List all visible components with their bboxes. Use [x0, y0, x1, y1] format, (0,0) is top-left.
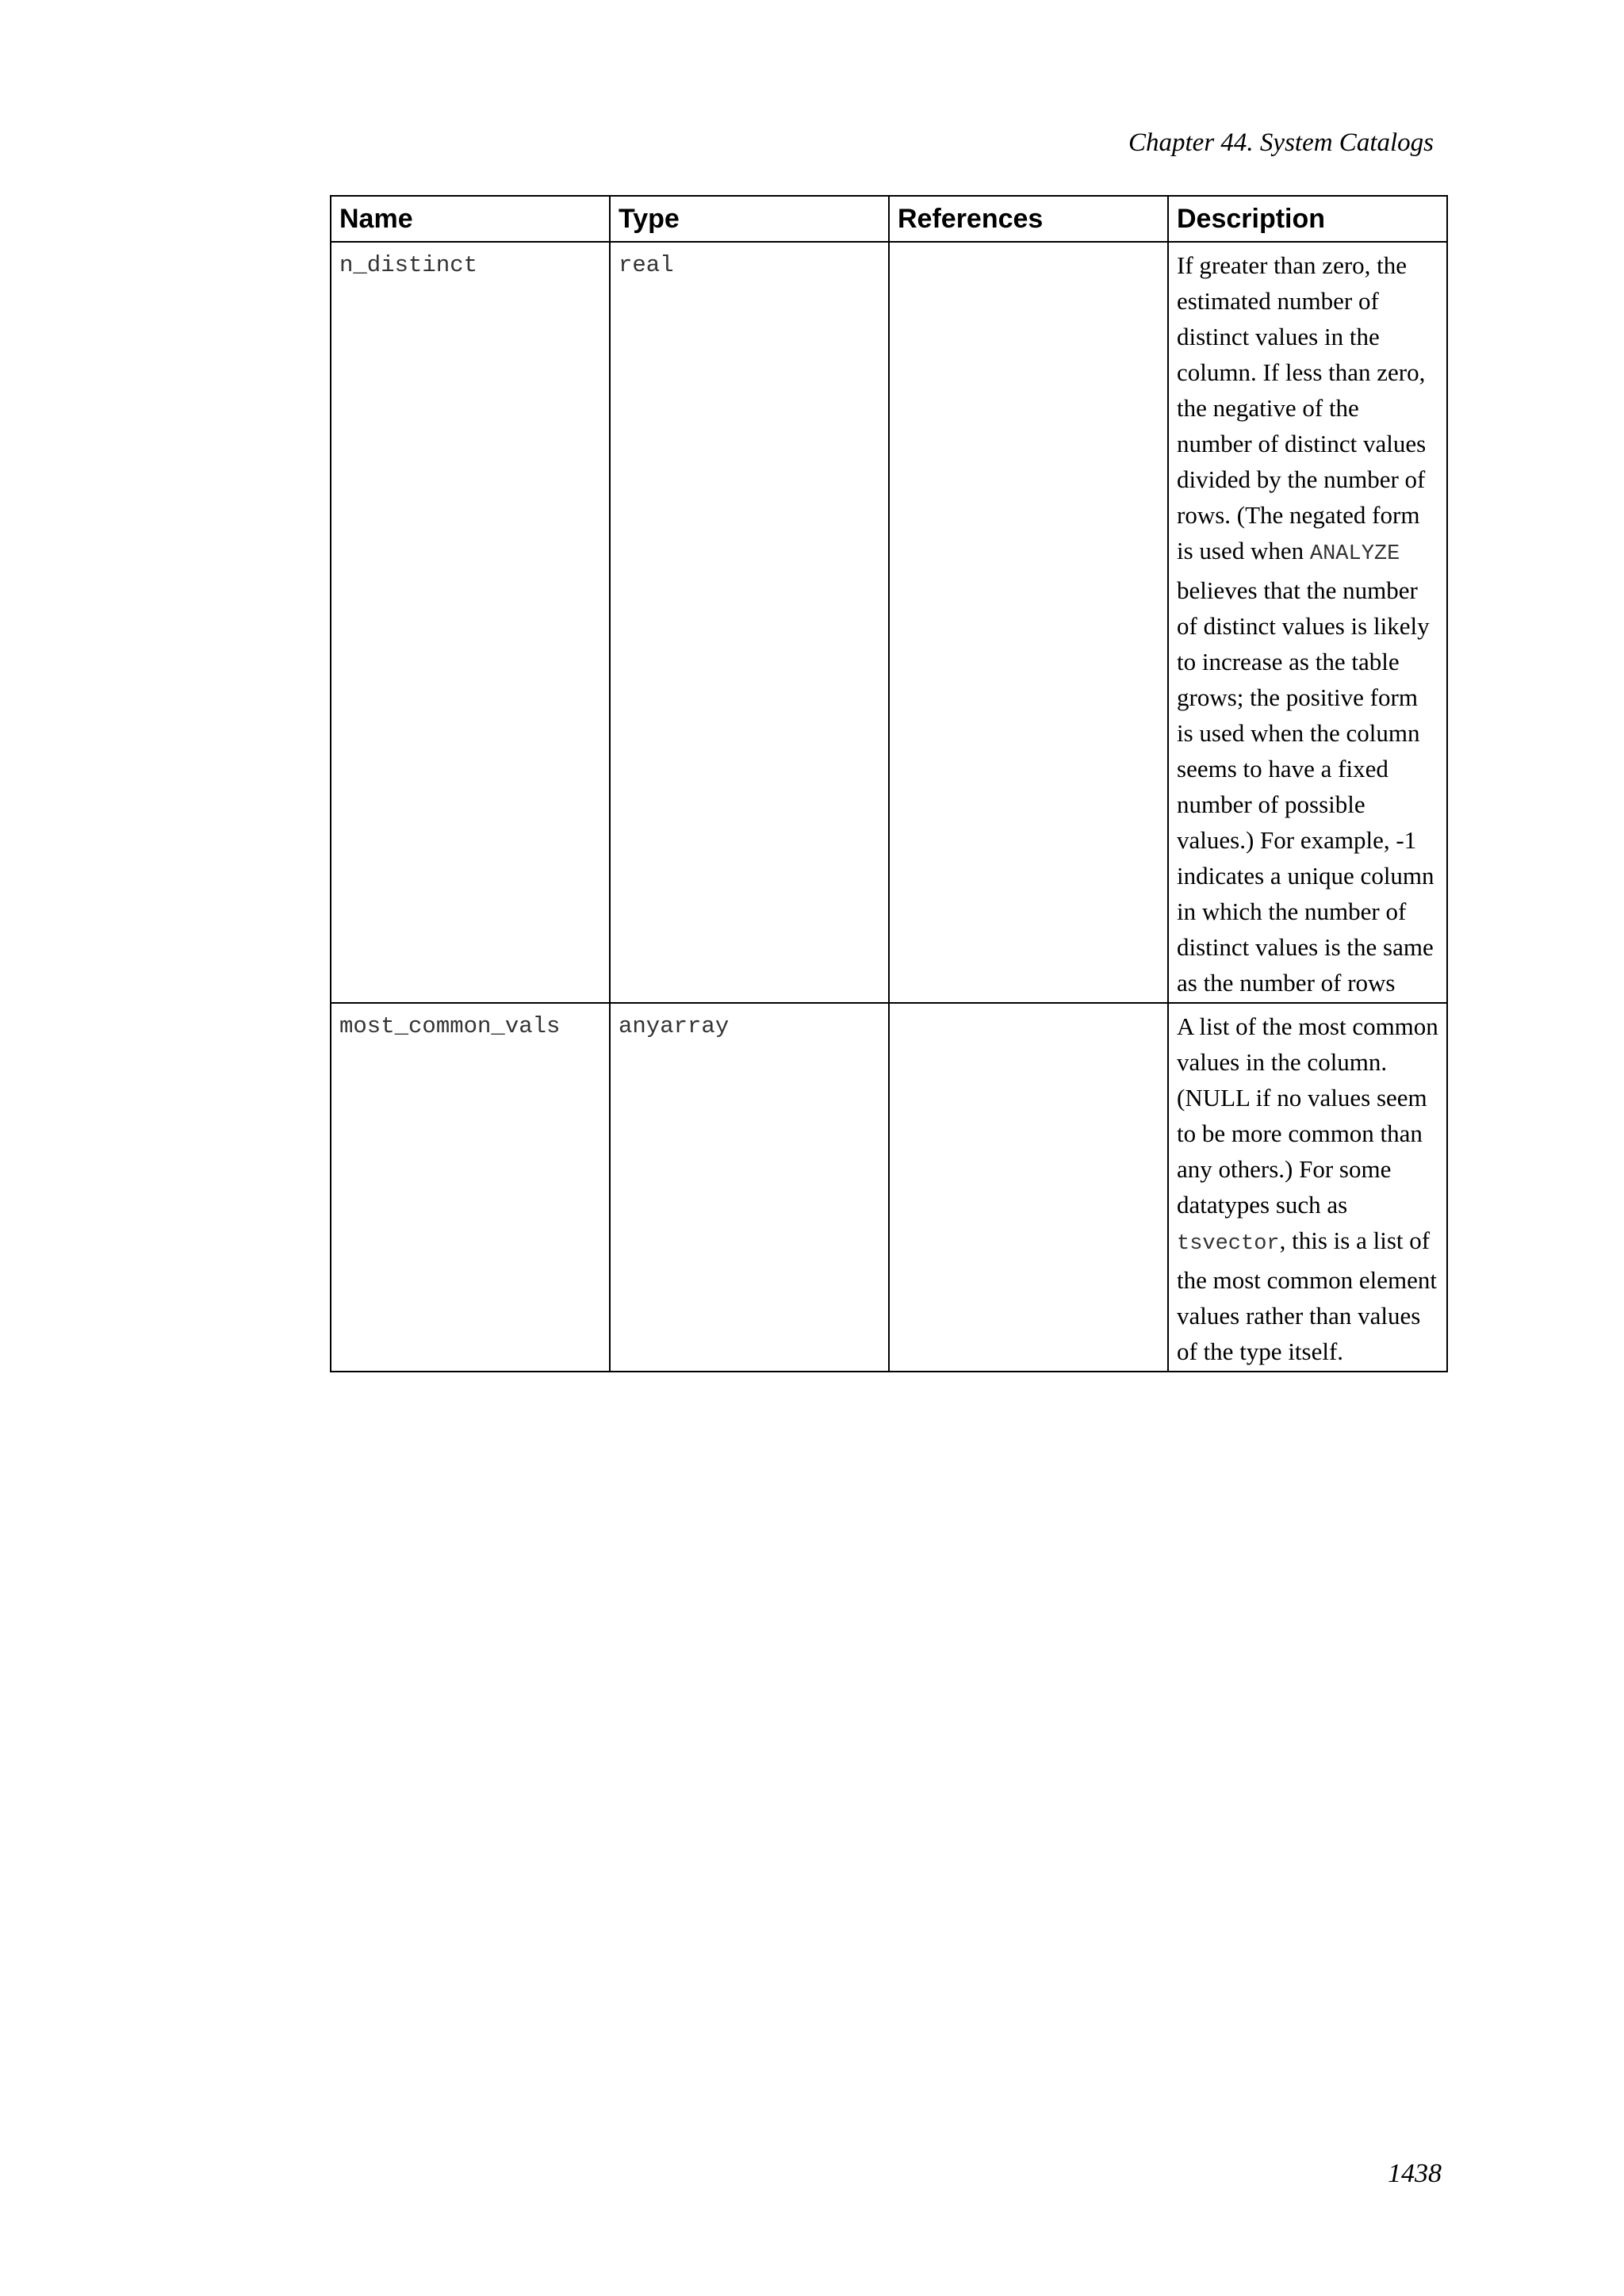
page-number: 1438 [1388, 2159, 1442, 2188]
running-header: Chapter 44. System Catalogs [1128, 128, 1434, 157]
description-text: , this is a list of the most common element values rather than values of the type itself. [1177, 1226, 1438, 1365]
description-code: ANALYZE [1309, 542, 1400, 566]
table-row [331, 1003, 1447, 1372]
cell-type: real [610, 242, 889, 1003]
catalog-columns-table [330, 195, 1448, 1372]
description-code: tsvector [1177, 1232, 1280, 1256]
cell-description [1168, 242, 1447, 1003]
cell-description [1168, 1003, 1447, 1372]
description-text: believes that the number of distinct values is likely to increase as the table grows; the positive form is used when the column seems to have a fixed number of possible values.) For example, -1 indicates a unique column in which the number of distinct values is the same as the number of rows [1177, 576, 1434, 997]
column-header-name: Name [331, 196, 610, 242]
table-row [331, 242, 1447, 1003]
table-header-row [331, 196, 1447, 242]
cell-name: n_distinct [331, 242, 610, 1003]
cell-type: anyarray [610, 1003, 889, 1372]
column-header-type: Type [610, 196, 889, 242]
description-text: If greater than zero, the estimated number of distinct values in the column. If less than zero, the negative of the number of distinct values divided by the number of rows. (The negated form is used when [1177, 251, 1427, 564]
column-header-description: Description [1168, 196, 1447, 242]
cell-references [889, 1003, 1168, 1372]
cell-references [889, 242, 1168, 1003]
description-text: A list of the most common values in the column. (NULL if no values seem to be more common than any others.) For some datatypes such as [1177, 1012, 1438, 1219]
cell-name: most_common_vals [331, 1003, 610, 1372]
column-header-references: References [889, 196, 1168, 242]
